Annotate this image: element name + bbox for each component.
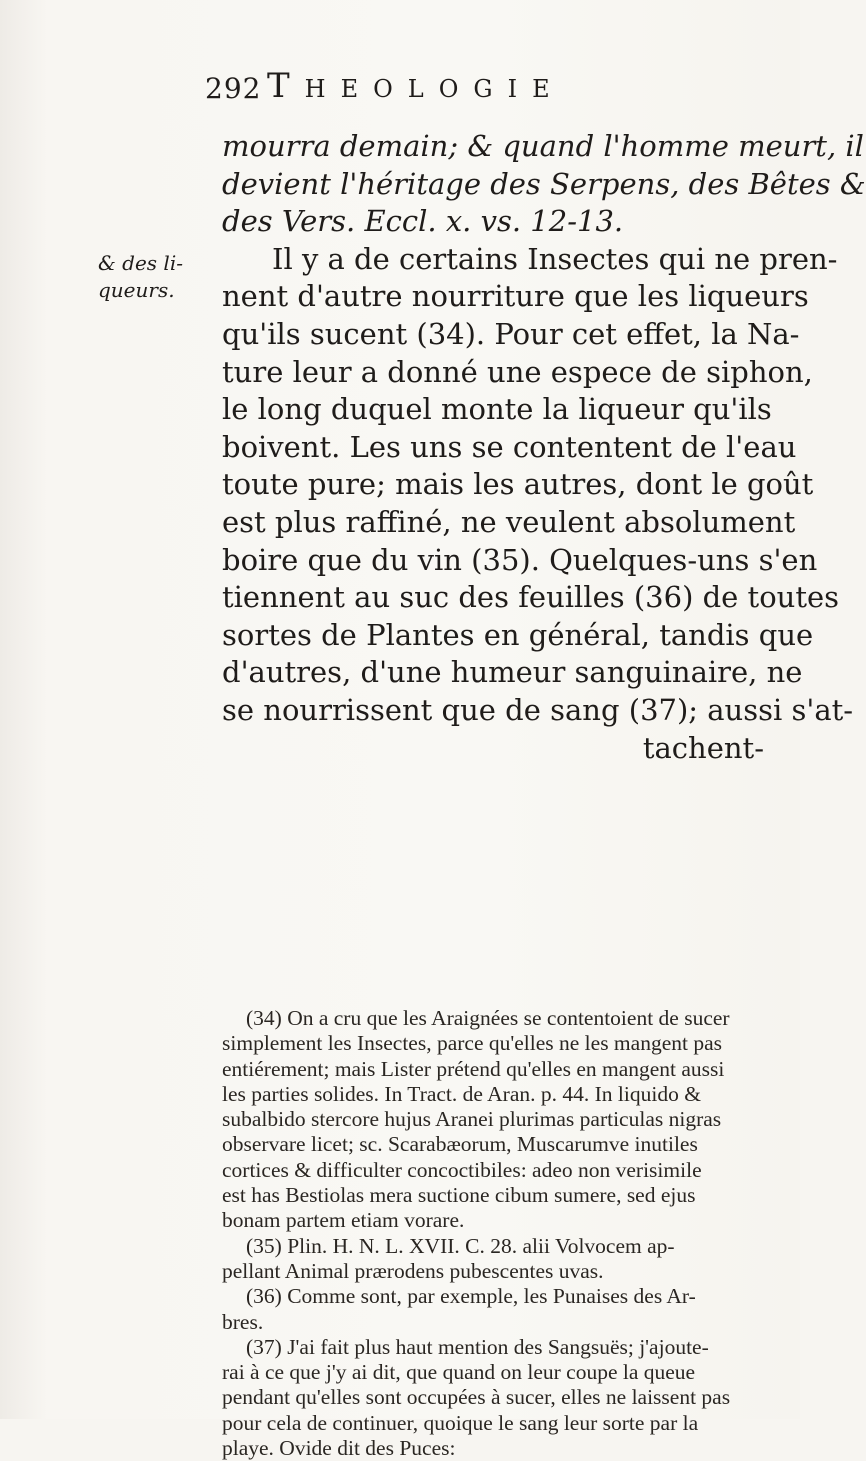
- footnote-line: cortices & difficulter concoctibiles: adeo non verisimile: [222, 1157, 702, 1182]
- text-line: sortes de Plantes en général, tandis que: [222, 617, 814, 652]
- running-title: Theologie: [267, 66, 565, 106]
- footnote-line: bonam partem etiam vorare.: [222, 1208, 465, 1233]
- footnote-line: subalbido stercore hujus Aranei plurimas particulas nigras: [222, 1107, 722, 1132]
- text-line: ture leur a donné une espece de siphon,: [222, 354, 813, 389]
- text-line: d'autres, d'une humeur sanguinaire, ne: [222, 655, 803, 690]
- text-line: est plus raffiné, ne veulent absolument: [222, 504, 796, 539]
- footnote-line: simplement les Insectes, parce qu'elles ne les mangent pas: [222, 1031, 723, 1056]
- footnote-line: playe. Ovide dit des Puces:: [222, 1436, 456, 1461]
- footnote-line: pellant Animal prærodens pubescentes uvas.: [222, 1258, 604, 1283]
- footnotes: [222, 1006, 774, 1461]
- margin-note: [98, 250, 208, 304]
- footnote-line: pendant qu'elles sont occupées à sucer, elles ne laissent pas: [222, 1385, 731, 1410]
- footnote-line: rai à ce que j'y ai dit, que quand on leur coupe la queue: [222, 1360, 696, 1385]
- footnote-line: (35) Plin. H. N. L. XVII. C. 28. alii Volvocem ap-: [246, 1233, 675, 1258]
- text-line: qu'ils sucent (34). Pour cet effet, la Na-: [222, 316, 800, 351]
- footnote-line: observare licet; sc. Scarabæorum, Muscarumve inutiles: [222, 1132, 698, 1157]
- footnote-line: (36) Comme sont, par exemple, les Punaises des Ar-: [246, 1284, 696, 1309]
- running-head: [205, 66, 765, 110]
- text-line: boivent. Les uns se contentent de l'eau: [222, 429, 797, 464]
- text-line: boire que du vin (35). Quelques-uns s'en: [222, 542, 818, 577]
- text-line: le long duquel monte la liqueur qu'ils: [222, 392, 772, 427]
- page-number: 292: [205, 72, 262, 105]
- catchword: tachent-: [642, 730, 764, 765]
- text-line: Il y a de certains Insectes qui ne pren-: [272, 241, 838, 276]
- text-line: mourra demain; & quand l'homme meurt, il: [222, 129, 864, 163]
- footnote-line: pour cela de continuer, quoique le sang leur sorte par la: [222, 1410, 699, 1435]
- margin-note-line: & des li-: [98, 251, 183, 275]
- text-line: se nourrissent que de sang (37); aussi s'at-: [222, 692, 854, 727]
- text-line: devient l'héritage des Serpens, des Bêtes &: [222, 166, 866, 201]
- text-line: des Vers. Eccl. x. vs. 12-13.: [222, 204, 624, 239]
- footnote-line: est has Bestiolas mera suctione cibum sumere, sed ejus: [222, 1183, 696, 1208]
- footnote-line: les parties solides. In Tract. de Aran. p. 44. In liquido &: [222, 1081, 701, 1106]
- main-text: [222, 128, 866, 767]
- footnote-line: entiérement; mais Lister prétend qu'elles en mangent aussi: [222, 1056, 725, 1081]
- margin-note-line: queurs.: [98, 278, 175, 302]
- text-line: nent d'autre nourriture que les liqueurs: [222, 279, 809, 314]
- text-line: tiennent au suc des feuilles (36) de toutes: [222, 580, 840, 615]
- text-line: toute pure; mais les autres, dont le goût: [222, 467, 814, 502]
- footnote-line: (34) On a cru que les Araignées se contentoient de sucer: [246, 1006, 730, 1030]
- footnote-line: bres.: [222, 1309, 264, 1334]
- footnote-line: (37) J'ai fait plus haut mention des Sangsuës; j'ajoute-: [246, 1334, 709, 1359]
